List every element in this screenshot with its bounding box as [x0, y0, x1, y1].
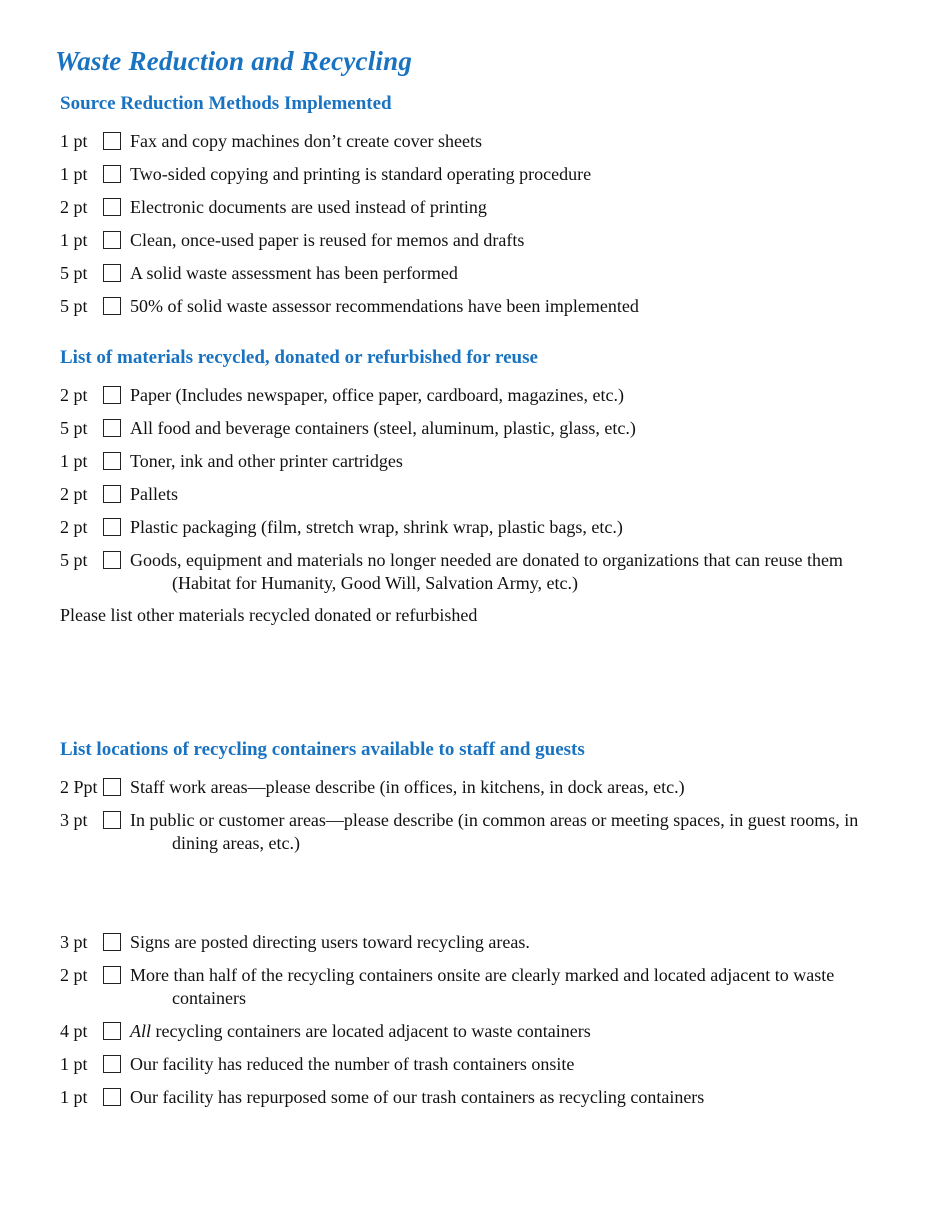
- points-label: 3 pt: [60, 932, 88, 952]
- checkbox[interactable]: [103, 386, 121, 404]
- item-text: Fax and copy machines don’t create cover sheets: [130, 131, 483, 151]
- points-label: 5 pt: [60, 550, 88, 570]
- points-label: 3 pt: [60, 810, 88, 830]
- checkbox[interactable]: [103, 419, 121, 437]
- item-text: Our facility has reduced the number of trash containers onsite: [130, 1054, 575, 1074]
- item-text: [130, 1020, 920, 1043]
- item-text-line: Goods, equipment and materials no longer needed are donated to organizations that can reuse them: [130, 550, 843, 570]
- item-text-continuation: (Habitat for Humanity, Good Will, Salvation Army, etc.): [172, 573, 579, 593]
- checkbox[interactable]: [103, 452, 121, 470]
- points-label: 2 pt: [60, 965, 88, 985]
- item-text: A solid waste assessment has been performed: [130, 263, 458, 283]
- checkbox[interactable]: [103, 231, 121, 249]
- points-label: 2 pt: [60, 484, 88, 504]
- item-text: Signs are posted directing users toward recycling areas.: [130, 932, 530, 952]
- checkbox[interactable]: [103, 132, 121, 150]
- points-label: 2 Ppt: [60, 777, 98, 797]
- checkbox[interactable]: [103, 1088, 121, 1106]
- item-text-line: In public or customer areas—please describe (in common areas or meeting spaces, in guest rooms, in: [130, 810, 859, 830]
- item-text-continuation: dining areas, etc.): [172, 833, 300, 853]
- item-text: Clean, once-used paper is reused for memos and drafts: [130, 230, 525, 250]
- checkbox[interactable]: [103, 165, 121, 183]
- points-label: 5 pt: [60, 263, 88, 283]
- section-heading-container-locations: List locations of recycling containers available to staff and guests: [60, 739, 585, 760]
- points-label: 5 pt: [60, 296, 88, 316]
- points-label: 1 pt: [60, 1054, 88, 1074]
- points-label: 2 pt: [60, 197, 88, 217]
- checkbox[interactable]: [103, 933, 121, 951]
- checkbox[interactable]: [103, 551, 121, 569]
- checkbox[interactable]: [103, 264, 121, 282]
- checkbox[interactable]: [103, 1055, 121, 1073]
- section-heading-source-reduction: Source Reduction Methods Implemented: [60, 93, 392, 114]
- points-label: 1 pt: [60, 164, 88, 184]
- points-label: 1 pt: [60, 230, 88, 250]
- checkbox[interactable]: [103, 811, 121, 829]
- checkbox[interactable]: [103, 1022, 121, 1040]
- item-text: Pallets: [130, 484, 178, 504]
- checkbox[interactable]: [103, 485, 121, 503]
- item-text-rest: recycling containers are located adjacent to waste containers: [151, 1021, 591, 1041]
- points-label: 2 pt: [60, 517, 88, 537]
- points-label: 4 pt: [60, 1021, 88, 1041]
- item-text: Our facility has repurposed some of our trash containers as recycling containers: [130, 1087, 705, 1107]
- checkbox[interactable]: [103, 778, 121, 796]
- item-text-line: More than half of the recycling containers onsite are clearly marked and located adjacent to waste: [130, 965, 835, 985]
- item-text: [130, 549, 920, 595]
- item-text: Toner, ink and other printer cartridges: [130, 451, 403, 471]
- item-text: Paper (Includes newspaper, office paper, cardboard, magazines, etc.): [130, 385, 624, 405]
- item-text: Electronic documents are used instead of printing: [130, 197, 487, 217]
- item-text: 50% of solid waste assessor recommendations have been implemented: [130, 296, 639, 316]
- item-text: [130, 809, 920, 855]
- other-materials-prompt: Please list other materials recycled donated or refurbished: [60, 605, 478, 625]
- points-label: 1 pt: [60, 1087, 88, 1107]
- checkbox[interactable]: [103, 198, 121, 216]
- points-label: 1 pt: [60, 451, 88, 471]
- item-text-emphasis: All: [130, 1021, 151, 1041]
- item-text: [130, 964, 920, 1010]
- checkbox[interactable]: [103, 297, 121, 315]
- page-title: Waste Reduction and Recycling: [55, 46, 413, 76]
- item-text-continuation: containers: [172, 988, 246, 1008]
- points-label: 1 pt: [60, 131, 88, 151]
- item-text: Staff work areas—please describe (in offices, in kitchens, in dock areas, etc.): [130, 777, 685, 797]
- item-text: All food and beverage containers (steel, aluminum, plastic, glass, etc.): [130, 418, 636, 438]
- checkbox[interactable]: [103, 966, 121, 984]
- points-label: 2 pt: [60, 385, 88, 405]
- section-heading-materials-recycled: List of materials recycled, donated or refurbished for reuse: [60, 347, 538, 368]
- points-label: 5 pt: [60, 418, 88, 438]
- item-text: Two-sided copying and printing is standard operating procedure: [130, 164, 592, 184]
- item-text: Plastic packaging (film, stretch wrap, shrink wrap, plastic bags, etc.): [130, 517, 623, 537]
- checkbox[interactable]: [103, 518, 121, 536]
